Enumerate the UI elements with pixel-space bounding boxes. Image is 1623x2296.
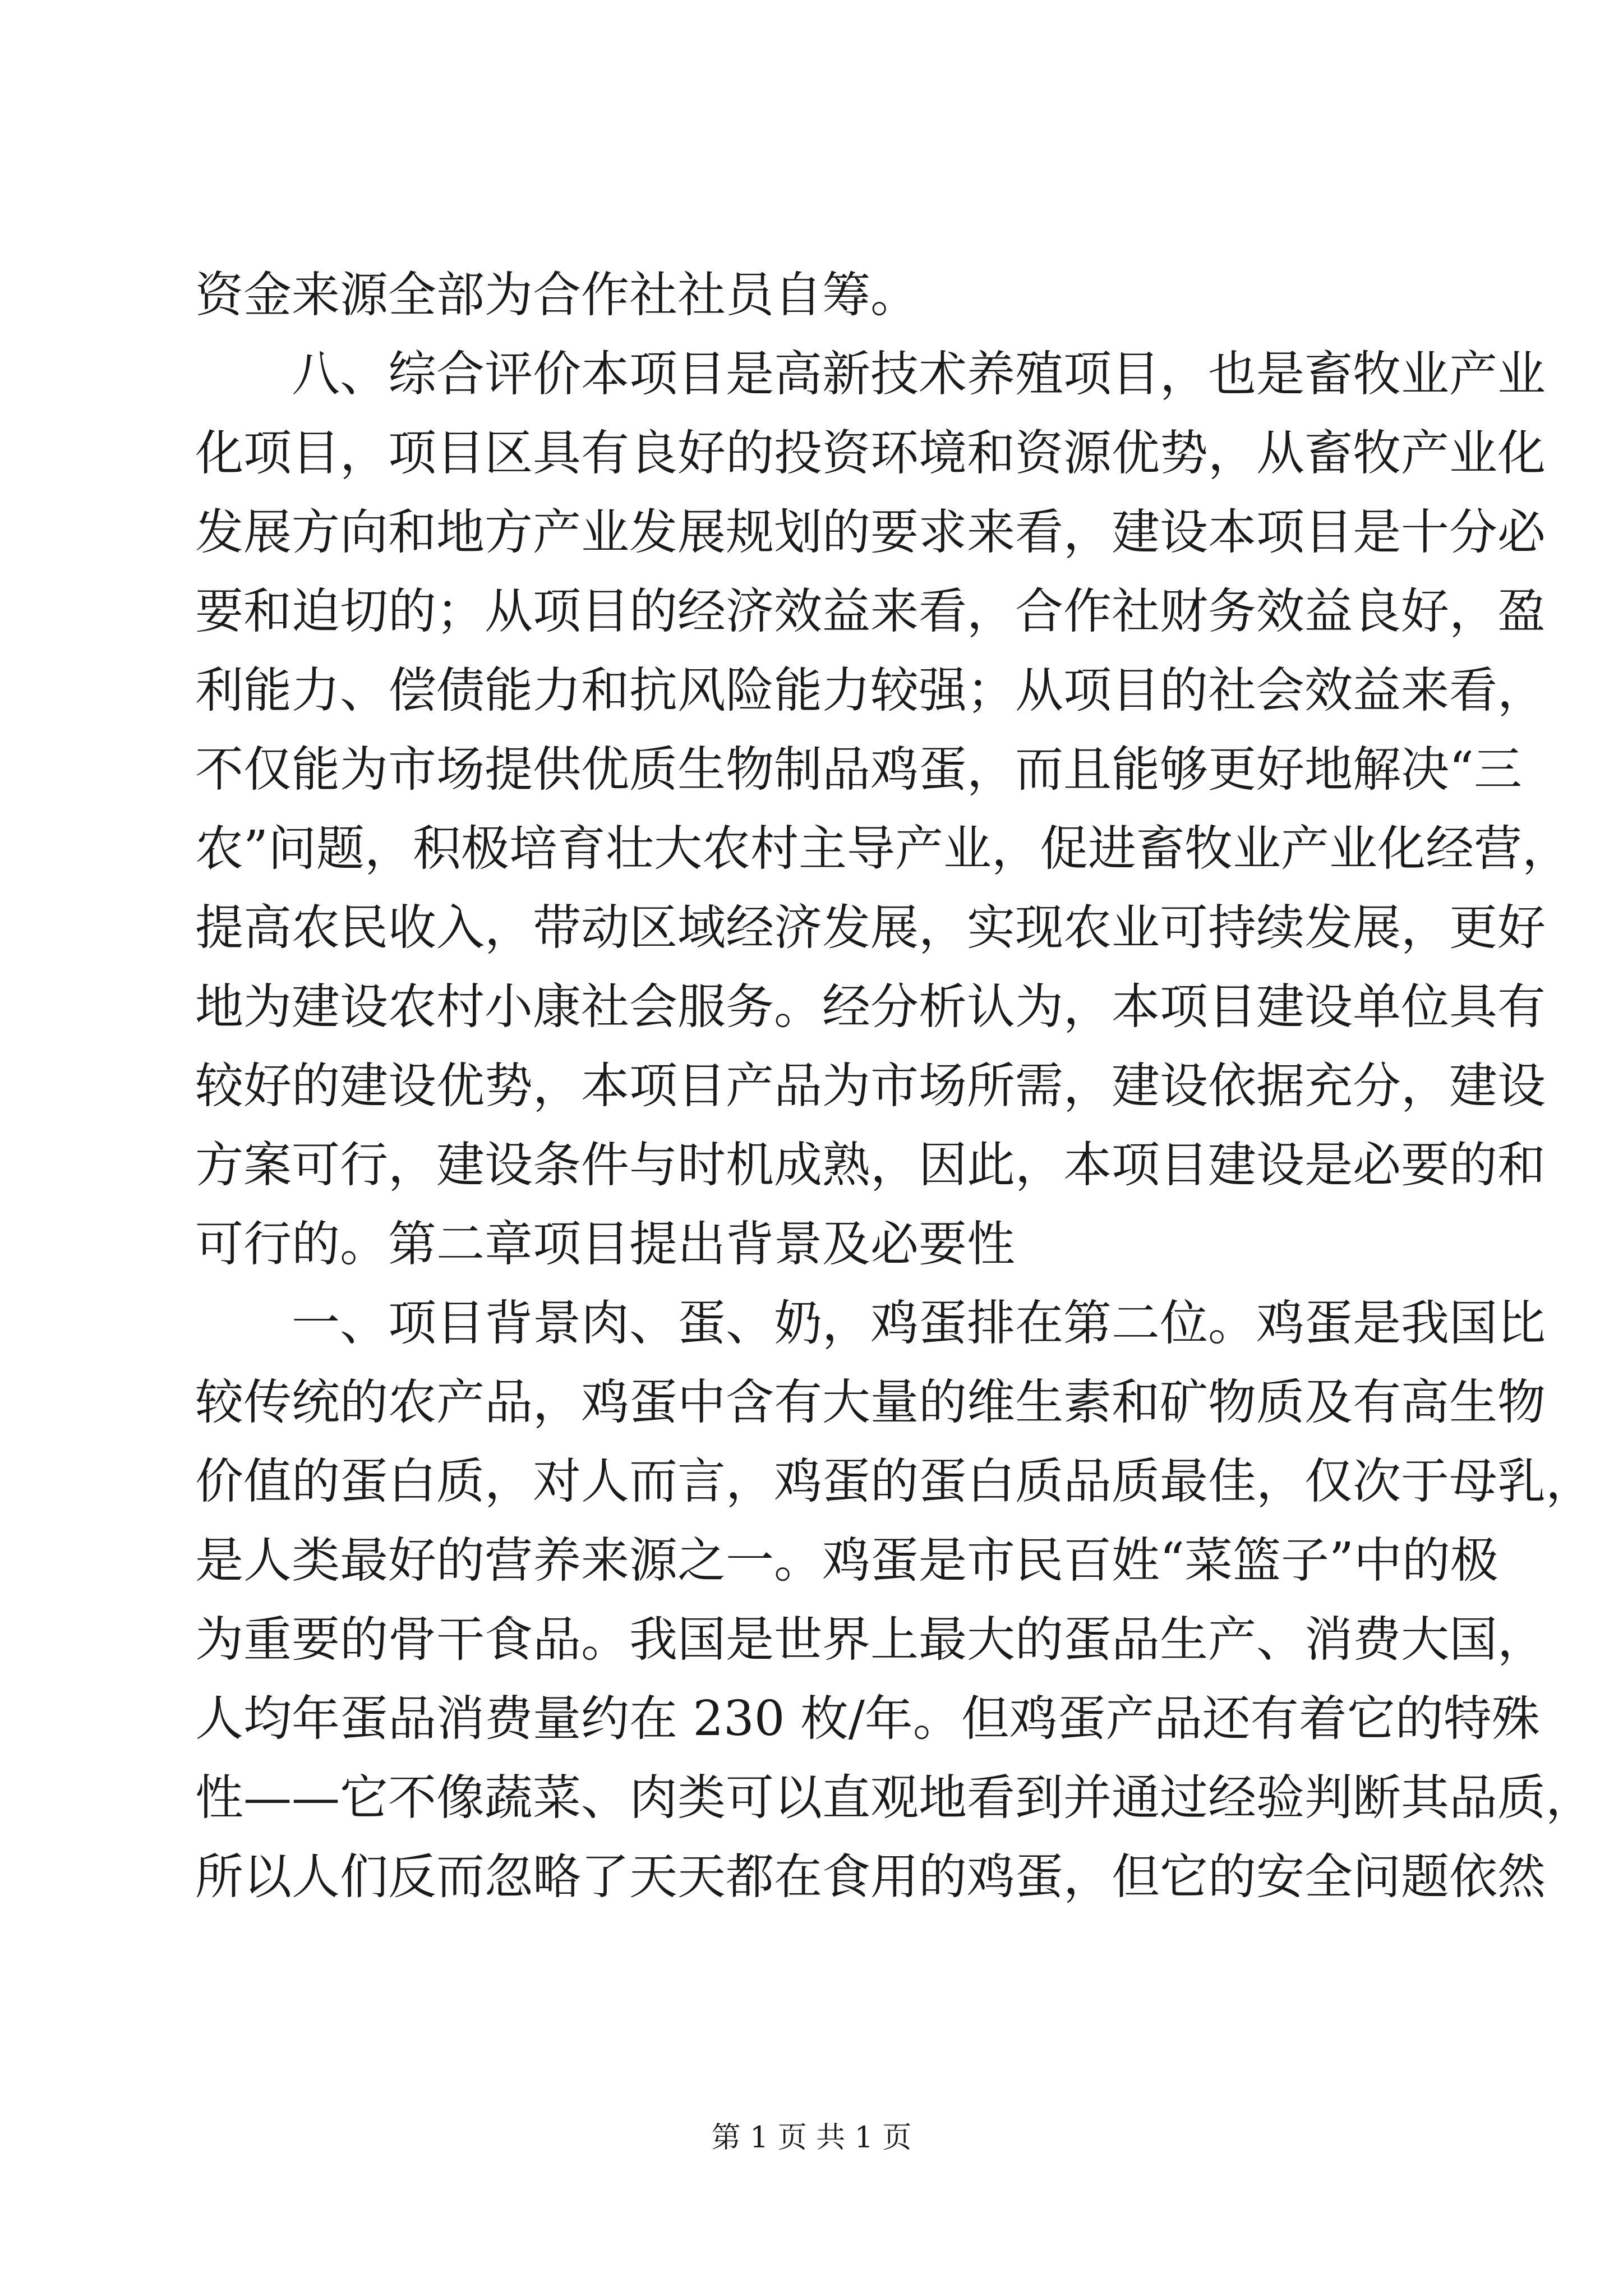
text-line: 农”问题，积极培育壮大农村主导产业，促进畜牧业产业化经营，	[195, 821, 1570, 877]
text-line: 是人类最好的营养来源之一。鸡蛋是市民百姓“菜篮子”中的极	[195, 1533, 1498, 1589]
text-line: 利能力、偿债能力和抗风险能力较强；从项目的社会效益来看，	[195, 662, 1546, 719]
text-line: 性——它不像蔬菜、肉类可以直观地看到并通过经验判断其品质，	[195, 1770, 1594, 1826]
text-line: 为重要的骨干食品。我国是世界上最大的蛋品生产、消费大国，	[195, 1612, 1546, 1668]
text-line: 要和迫切的；从项目的经济效益来看，合作社财务效益良好，盈	[195, 583, 1546, 639]
text-line: 八、综合评价本项目是高新技术养殖项目，也是畜牧业产业	[195, 346, 1546, 402]
text-line: 发展方向和地方产业发展规划的要求来看，建设本项目是十分必	[195, 504, 1546, 560]
text-line: 所以人们反而忽略了天天都在食用的鸡蛋，但它的安全问题依然	[195, 1849, 1546, 1905]
page-footer	[0, 2114, 1623, 2156]
text-line: 一、项目背景肉、蛋、奶，鸡蛋排在第二位。鸡蛋是我国比	[195, 1295, 1546, 1351]
text-line: 较传统的农产品，鸡蛋中含有大量的维生素和矿物质及有高生物	[195, 1374, 1546, 1430]
text-line: 价值的蛋白质，对人而言，鸡蛋的蛋白质品质最佳，仅次于母乳，	[195, 1453, 1594, 1510]
text-line: 提高农民收入，带动区域经济发展，实现农业可持续发展，更好	[195, 900, 1546, 956]
text-line: 不仅能为市场提供优质生物制品鸡蛋，而且能够更好地解决“三	[195, 742, 1522, 798]
text-line: 方案可行，建设条件与时机成熟，因此，本项目建设是必要的和	[195, 1137, 1546, 1193]
text-line: 人均年蛋品消费量约在 230 枚/年。但鸡蛋产品还有着它的特殊	[195, 1691, 1540, 1747]
text-line: 资金来源全部为合作社社员自筹。	[195, 267, 919, 323]
text-line: 可行的。第二章项目提出背景及必要性	[195, 1216, 1015, 1272]
body-text	[195, 256, 1594, 1917]
page-number: 第 1 页 共 1 页	[711, 2121, 912, 2155]
text-line: 地为建设农村小康社会服务。经分析认为，本项目建设单位具有	[195, 979, 1546, 1035]
text-line: 化项目，项目区具有良好的投资环境和资源优势，从畜牧产业化	[195, 425, 1546, 481]
text-line: 较好的建设优势，本项目产品为市场所需，建设依据充分，建设	[195, 1058, 1546, 1114]
